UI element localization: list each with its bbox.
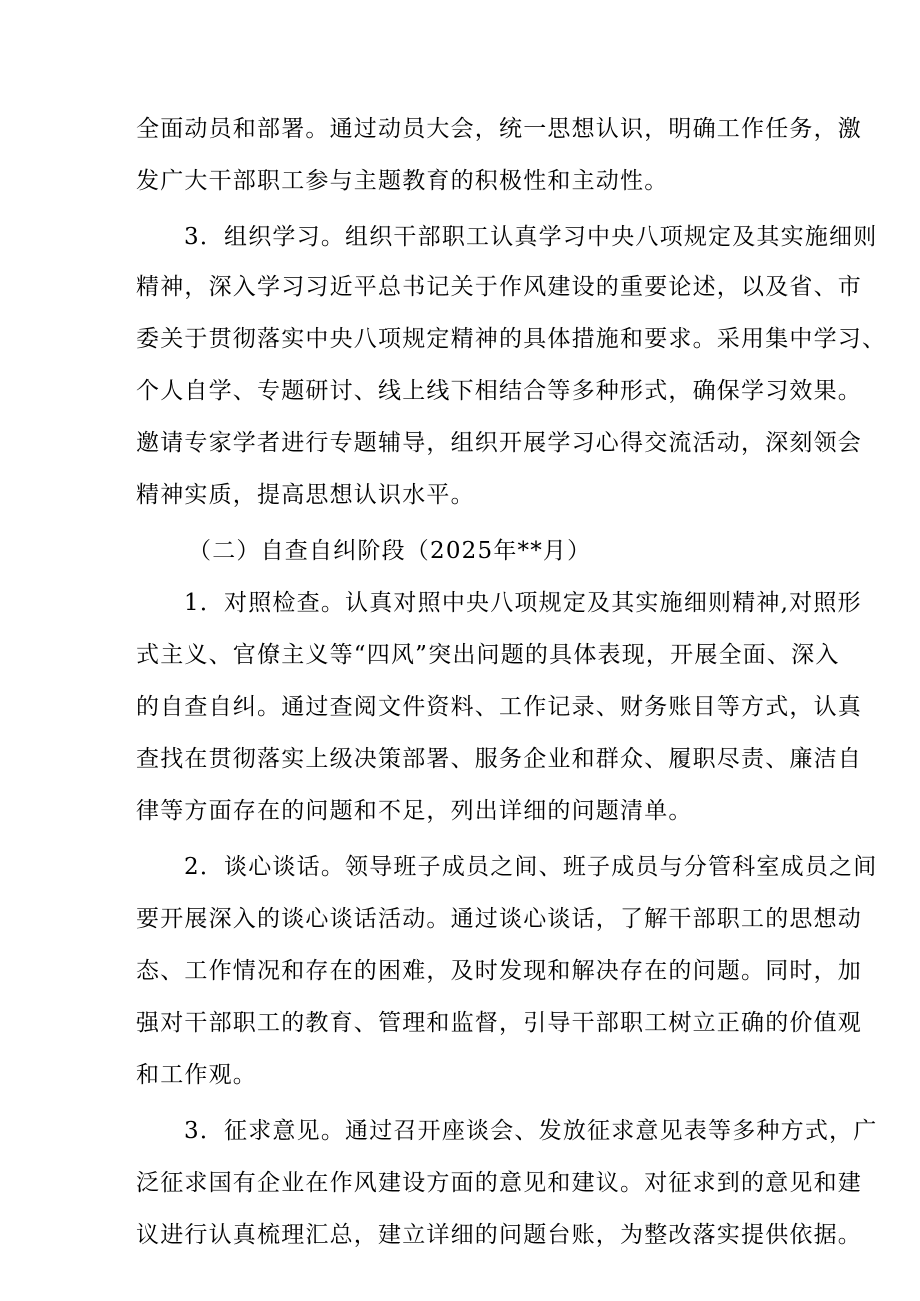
- text-line: 和工作观。: [136, 1062, 257, 1088]
- text-line: 发广大干部职工参与主题教育的积极性和主动性。: [136, 168, 669, 194]
- text-line: 精神，深入学习习近平总书记关于作风建设的重要论述，以及省、市: [136, 274, 862, 300]
- text-line: 要开展深入的谈心谈话活动。通过谈心谈话，了解干部职工的思想动: [136, 906, 862, 932]
- paragraph-start-line: 2．谈心谈话。领导班子成员之间、班子成员与分管科室成员之间: [184, 854, 878, 880]
- text-line: 议进行认真梳理汇总，建立详细的问题台账，为整改落实提供依据。: [136, 1222, 862, 1248]
- text-line: 强对干部职工的教育、管理和监督，引导干部职工树立正确的价值观: [136, 1010, 862, 1036]
- paragraph-start-line: 1．对照检查。认真对照中央八项规定及其实施细则精神,对照形: [184, 590, 862, 616]
- text-line: 个人自学、专题研讨、线上线下相结合等多种形式，确保学习效果。: [136, 378, 862, 404]
- text-line: 的自查自纠。通过查阅文件资料、工作记录、财务账目等方式，认真: [136, 694, 862, 720]
- text-line: 精神实质，提高思想认识水平。: [136, 482, 475, 508]
- text-line: 泛征求国有企业在作风建设方面的意见和建议。对征求到的意见和建: [136, 1170, 862, 1196]
- text-line: 式主义、官僚主义等“四风”突出问题的具体表现，开展全面、深入: [136, 642, 840, 668]
- text-line: 委关于贯彻落实中央八项规定精神的具体措施和要求。采用集中学习、: [136, 326, 887, 352]
- text-line: 律等方面存在的问题和不足，列出详细的问题清单。: [136, 798, 693, 824]
- paragraph-start-line: 3．组织学习。组织干部职工认真学习中央八项规定及其实施细则: [184, 224, 878, 250]
- text-line: 全面动员和部署。通过动员大会，统一思想认识，明确工作任务，激: [136, 116, 862, 142]
- section-heading: （二）自查自纠阶段（2025年**月）: [188, 538, 592, 564]
- text-line: 态、工作情况和存在的困难，及时发现和解决存在的问题。同时，加: [136, 958, 862, 984]
- text-line: 邀请专家学者进行专题辅导，组织开展学习心得交流活动，深刻领会: [136, 430, 862, 456]
- text-line: 查找在贯彻落实上级决策部署、服务企业和群众、履职尽责、廉洁自: [136, 746, 862, 772]
- paragraph-start-line: 3．征求意见。通过召开座谈会、发放征求意见表等多种方式，广: [184, 1118, 878, 1144]
